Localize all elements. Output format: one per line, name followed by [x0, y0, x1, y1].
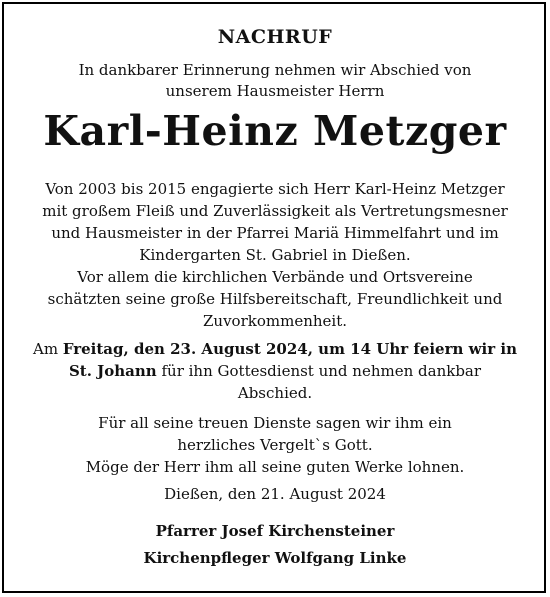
intro-text: [0, 60, 550, 102]
signature-church-warden: Kirchenpfleger Wolfgang Linke: [143, 549, 407, 567]
service-line: [0, 338, 550, 360]
biography-line: und Hausmeister in der Pfarrei Mariä Himmelfahrt und im: [51, 224, 499, 242]
service-text: für ihn Gottesdienst und nehmen dankbar: [156, 362, 482, 380]
service-line: [0, 360, 550, 382]
service-line: Abschied.: [237, 384, 313, 402]
service-location: St. Johann: [68, 362, 157, 380]
intro-line: In dankbarer Erinnerung nehmen wir Abschied von: [78, 61, 472, 79]
signature-pastor: Pfarrer Josef Kirchensteiner: [155, 522, 395, 540]
service-announcement: [0, 338, 550, 404]
deceased-name: Karl-Heinz Metzger: [43, 107, 507, 155]
biography-line: Von 2003 bis 2015 engagierte sich Herr Karl-Heinz Metzger: [45, 180, 505, 198]
intro-line: unserem Hausmeister Herrn: [165, 82, 385, 100]
thanks-line: Möge der Herr ihm all seine guten Werke lohnen.: [85, 458, 465, 476]
notice-heading: NACHRUF: [217, 26, 333, 48]
biography-line: Kindergarten St. Gabriel in Dießen.: [139, 246, 411, 264]
biography-line: mit großem Fleiß und Zuverlässigkeit als Vertretungsmesner: [42, 202, 508, 220]
thanks-text: [0, 412, 550, 478]
service-date-time: Freitag, den 23. August 2024, um 14 Uhr feiern wir in: [62, 340, 517, 358]
biography-text: [0, 178, 550, 332]
place-date: Dießen, den 21. August 2024: [164, 485, 386, 503]
biography-line: schätzten seine große Hilfsbereitschaft, Freundlichkeit und: [47, 290, 503, 308]
thanks-line: herzliches Vergelt`s Gott.: [177, 436, 373, 454]
thanks-line: Für all seine treuen Dienste sagen wir ihm ein: [98, 414, 452, 432]
biography-line: Zuvorkommenheit.: [203, 312, 347, 330]
biography-line: Vor allem die kirchlichen Verbände und Ortsvereine: [77, 268, 473, 286]
service-prefix: Am: [33, 340, 63, 358]
